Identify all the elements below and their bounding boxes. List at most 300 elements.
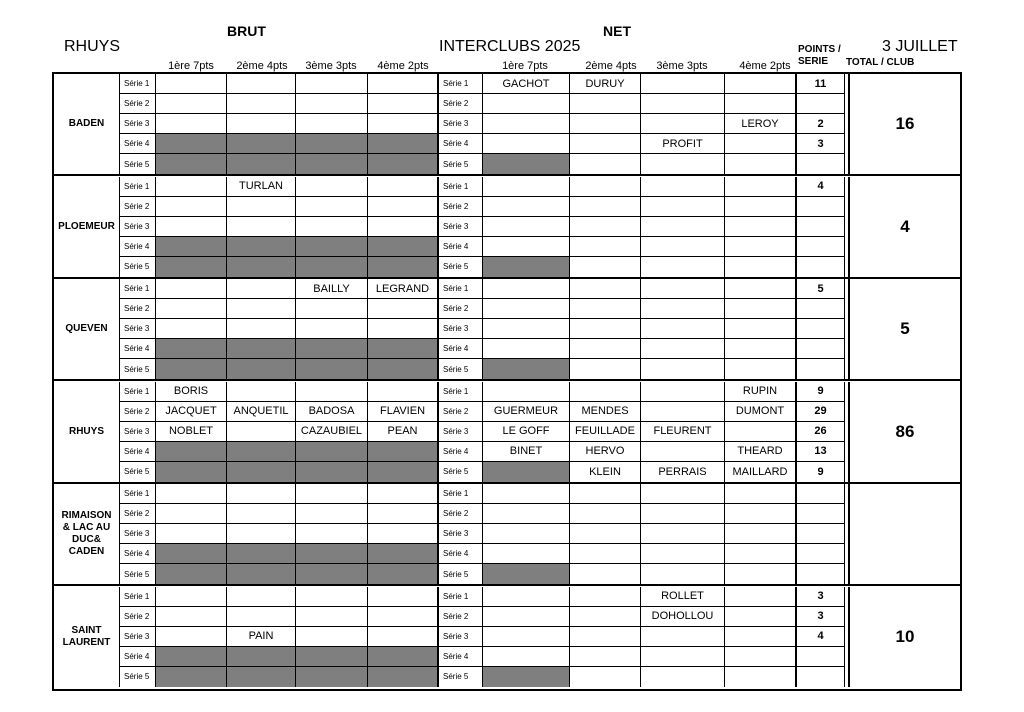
brut-col-header-4: 4ème 2pts	[377, 60, 429, 72]
serie-label: Série 3	[439, 422, 483, 442]
club-total[interactable]: 16	[848, 74, 960, 174]
net-cell[interactable]	[483, 544, 570, 564]
brut-cell[interactable]	[227, 382, 296, 402]
net-cell[interactable]: PERRAIS	[641, 462, 725, 482]
serie-points[interactable]	[797, 647, 845, 667]
net-cell[interactable]	[483, 154, 570, 174]
net-cell[interactable]	[483, 647, 570, 667]
serie-label: Série 1	[439, 484, 483, 504]
serie-points[interactable]: 3	[797, 607, 845, 627]
brut-cell[interactable]	[368, 524, 439, 544]
net-cell[interactable]	[570, 257, 641, 277]
serie-points[interactable]	[797, 339, 845, 359]
brut-cell[interactable]	[227, 319, 296, 339]
brut-cell[interactable]	[227, 544, 296, 564]
net-cell[interactable]	[570, 197, 641, 217]
net-cell[interactable]	[483, 217, 570, 237]
net-cell[interactable]: FLEURENT	[641, 422, 725, 442]
net-cell[interactable]	[570, 484, 641, 504]
brut-cell[interactable]	[227, 359, 296, 379]
net-cell[interactable]	[725, 257, 797, 277]
brut-cell[interactable]	[227, 197, 296, 217]
brut-cell[interactable]	[156, 607, 227, 627]
brut-cell[interactable]	[227, 667, 296, 687]
net-cell[interactable]	[570, 339, 641, 359]
brut-cell[interactable]: LEGRAND	[368, 279, 439, 299]
net-cell[interactable]	[725, 134, 797, 154]
brut-cell[interactable]	[296, 257, 368, 277]
net-cell[interactable]	[641, 299, 725, 319]
serie-points[interactable]: 3	[797, 587, 845, 607]
net-cell[interactable]	[725, 564, 797, 584]
brut-cell[interactable]	[227, 237, 296, 257]
net-cell[interactable]	[570, 319, 641, 339]
net-cell[interactable]	[641, 667, 725, 687]
net-cell[interactable]	[641, 544, 725, 564]
brut-cell[interactable]	[296, 114, 368, 134]
net-cell[interactable]	[725, 94, 797, 114]
club-block	[54, 484, 960, 586]
brut-cell[interactable]	[368, 154, 439, 174]
net-cell[interactable]: BINET	[483, 442, 570, 462]
points-per-serie-label: POINTS / SERIE	[798, 44, 841, 67]
brut-cell[interactable]	[296, 544, 368, 564]
net-cell[interactable]	[641, 237, 725, 257]
brut-cell[interactable]	[296, 462, 368, 482]
brut-cell[interactable]	[156, 504, 227, 524]
brut-cell[interactable]: ANQUETIL	[227, 402, 296, 422]
net-cell[interactable]	[570, 134, 641, 154]
serie-points[interactable]	[797, 299, 845, 319]
event-date: 3 JUILLET	[882, 38, 958, 55]
net-cell[interactable]	[570, 564, 641, 584]
net-cell[interactable]	[725, 647, 797, 667]
brut-cell[interactable]	[368, 177, 439, 197]
serie-label: Série 1	[120, 484, 156, 504]
club-total[interactable]: 10	[848, 587, 960, 687]
serie-points[interactable]: 4	[797, 627, 845, 647]
brut-cell[interactable]	[156, 217, 227, 237]
brut-cell[interactable]	[156, 442, 227, 462]
brut-cell[interactable]	[156, 647, 227, 667]
serie-label: Série 2	[120, 504, 156, 524]
serie-points[interactable]: 4	[797, 177, 845, 197]
serie-points[interactable]	[797, 94, 845, 114]
net-cell[interactable]: DURUY	[570, 74, 641, 94]
net-cell[interactable]	[483, 627, 570, 647]
brut-cell[interactable]: BORIS	[156, 382, 227, 402]
serie-row	[120, 504, 960, 524]
net-cell[interactable]: HERVO	[570, 442, 641, 462]
brut-cell[interactable]	[296, 667, 368, 687]
brut-cell[interactable]	[156, 134, 227, 154]
brut-cell[interactable]	[156, 587, 227, 607]
net-cell[interactable]: KLEIN	[570, 462, 641, 482]
net-cell[interactable]	[483, 114, 570, 134]
brut-cell[interactable]	[368, 257, 439, 277]
net-cell[interactable]	[570, 504, 641, 524]
brut-cell[interactable]	[368, 339, 439, 359]
brut-cell[interactable]	[227, 257, 296, 277]
brut-cell[interactable]	[227, 134, 296, 154]
serie-label: Série 2	[439, 607, 483, 627]
serie-points[interactable]	[797, 217, 845, 237]
brut-cell[interactable]	[227, 647, 296, 667]
event-title: INTERCLUBS 2025	[439, 38, 581, 55]
net-cell[interactable]: RUPIN	[725, 382, 797, 402]
brut-cell[interactable]	[156, 524, 227, 544]
net-cell[interactable]	[725, 279, 797, 299]
brut-cell[interactable]	[368, 299, 439, 319]
brut-cell[interactable]	[156, 667, 227, 687]
brut-cell[interactable]	[296, 177, 368, 197]
serie-points[interactable]: 13	[797, 442, 845, 462]
serie-points[interactable]	[797, 564, 845, 584]
net-cell[interactable]	[570, 627, 641, 647]
net-cell[interactable]	[725, 217, 797, 237]
brut-cell[interactable]	[368, 94, 439, 114]
net-cell[interactable]	[483, 484, 570, 504]
brut-cell[interactable]	[156, 299, 227, 319]
serie-points[interactable]	[797, 319, 845, 339]
net-cell[interactable]	[483, 299, 570, 319]
net-cell[interactable]	[641, 402, 725, 422]
net-cell[interactable]: MAILLARD	[725, 462, 797, 482]
brut-cell[interactable]	[368, 484, 439, 504]
brut-cell[interactable]: NOBLET	[156, 422, 227, 442]
brut-cell[interactable]	[296, 237, 368, 257]
net-cell[interactable]	[570, 279, 641, 299]
net-cell[interactable]	[570, 607, 641, 627]
net-cell[interactable]	[641, 647, 725, 667]
serie-points[interactable]	[797, 197, 845, 217]
serie-label: Série 4	[120, 647, 156, 667]
net-cell[interactable]: ROLLET	[641, 587, 725, 607]
net-cell[interactable]	[725, 359, 797, 379]
net-cell[interactable]	[483, 382, 570, 402]
net-cell[interactable]	[641, 94, 725, 114]
brut-cell[interactable]	[296, 134, 368, 154]
net-cell[interactable]	[483, 197, 570, 217]
brut-cell[interactable]	[296, 299, 368, 319]
serie-points[interactable]	[797, 154, 845, 174]
brut-cell[interactable]	[296, 359, 368, 379]
net-cell[interactable]	[641, 382, 725, 402]
net-cell[interactable]	[641, 154, 725, 174]
brut-cell[interactable]	[368, 197, 439, 217]
brut-cell[interactable]	[368, 627, 439, 647]
brut-cell[interactable]	[156, 154, 227, 174]
brut-cell[interactable]	[227, 524, 296, 544]
net-cell[interactable]	[641, 524, 725, 544]
brut-cell[interactable]	[296, 564, 368, 584]
net-cell[interactable]	[725, 299, 797, 319]
net-cell[interactable]	[725, 74, 797, 94]
net-cell[interactable]	[641, 319, 725, 339]
net-cell[interactable]	[641, 627, 725, 647]
brut-cell[interactable]	[156, 257, 227, 277]
brut-cell[interactable]	[296, 197, 368, 217]
net-cell[interactable]	[570, 667, 641, 687]
brut-cell[interactable]	[156, 177, 227, 197]
serie-points[interactable]	[797, 359, 845, 379]
brut-cell[interactable]	[296, 154, 368, 174]
net-cell[interactable]	[641, 279, 725, 299]
brut-cell[interactable]	[368, 667, 439, 687]
net-cell[interactable]	[570, 94, 641, 114]
brut-cell[interactable]: BAILLY	[296, 279, 368, 299]
net-cell[interactable]	[570, 237, 641, 257]
brut-cell[interactable]	[156, 564, 227, 584]
net-cell[interactable]	[725, 339, 797, 359]
brut-cell[interactable]	[296, 504, 368, 524]
serie-points[interactable]: 2	[797, 114, 845, 134]
brut-cell[interactable]	[227, 504, 296, 524]
brut-cell[interactable]	[368, 74, 439, 94]
net-cell[interactable]	[483, 587, 570, 607]
net-cell[interactable]	[483, 257, 570, 277]
net-cell[interactable]	[483, 237, 570, 257]
serie-points[interactable]: 29	[797, 402, 845, 422]
brut-cell[interactable]	[368, 544, 439, 564]
net-cell[interactable]	[725, 197, 797, 217]
net-cell[interactable]	[483, 319, 570, 339]
club-total[interactable]: 86	[848, 382, 960, 482]
net-cell[interactable]: DOHOLLOU	[641, 607, 725, 627]
net-cell[interactable]	[483, 177, 570, 197]
net-cell[interactable]	[641, 114, 725, 134]
net-cell[interactable]	[570, 587, 641, 607]
net-cell[interactable]	[483, 667, 570, 687]
brut-cell[interactable]	[368, 442, 439, 462]
brut-cell[interactable]	[156, 94, 227, 114]
net-cell[interactable]	[725, 237, 797, 257]
brut-cell[interactable]	[156, 544, 227, 564]
net-cell[interactable]	[725, 587, 797, 607]
net-cell[interactable]	[570, 217, 641, 237]
brut-cell[interactable]: PAIN	[227, 627, 296, 647]
net-cell[interactable]: THEARD	[725, 442, 797, 462]
net-cell[interactable]	[570, 177, 641, 197]
brut-cell[interactable]: TURLAN	[227, 177, 296, 197]
net-cell[interactable]	[641, 339, 725, 359]
serie-points[interactable]: 5	[797, 279, 845, 299]
brut-cell[interactable]	[156, 627, 227, 647]
net-cell[interactable]: DUMONT	[725, 402, 797, 422]
net-cell[interactable]	[725, 524, 797, 544]
brut-cell[interactable]: FLAVIEN	[368, 402, 439, 422]
brut-cell[interactable]	[156, 114, 227, 134]
serie-points[interactable]	[797, 544, 845, 564]
brut-cell[interactable]	[227, 74, 296, 94]
net-cell[interactable]	[483, 279, 570, 299]
brut-cell[interactable]: PEAN	[368, 422, 439, 442]
brut-cell[interactable]	[156, 462, 227, 482]
brut-cell[interactable]	[227, 462, 296, 482]
net-cell[interactable]	[483, 607, 570, 627]
serie-label: Série 4	[439, 339, 483, 359]
serie-points[interactable]	[797, 667, 845, 687]
brut-cell[interactable]	[296, 217, 368, 237]
brut-cell[interactable]	[227, 422, 296, 442]
brut-cell[interactable]	[368, 114, 439, 134]
net-cell[interactable]	[725, 544, 797, 564]
serie-points[interactable]	[797, 504, 845, 524]
club-total[interactable]: 5	[848, 279, 960, 379]
brut-cell[interactable]	[296, 484, 368, 504]
brut-cell[interactable]	[296, 587, 368, 607]
brut-cell[interactable]	[296, 442, 368, 462]
club-total[interactable]	[848, 484, 960, 584]
net-cell[interactable]	[641, 359, 725, 379]
serie-label: Série 2	[120, 299, 156, 319]
net-cell[interactable]	[641, 504, 725, 524]
serie-points[interactable]: 9	[797, 382, 845, 402]
net-cell[interactable]	[483, 564, 570, 584]
serie-row	[120, 217, 960, 237]
net-cell[interactable]	[641, 484, 725, 504]
serie-points[interactable]: 3	[797, 134, 845, 154]
brut-cell[interactable]	[296, 524, 368, 544]
net-cell[interactable]	[725, 177, 797, 197]
brut-cell[interactable]	[227, 339, 296, 359]
net-cell[interactable]: PROFIT	[641, 134, 725, 154]
brut-cell[interactable]	[296, 74, 368, 94]
serie-points[interactable]	[797, 257, 845, 277]
serie-label: Série 3	[120, 114, 156, 134]
net-cell[interactable]	[725, 504, 797, 524]
net-cell[interactable]	[725, 319, 797, 339]
net-cell[interactable]	[641, 217, 725, 237]
net-cell[interactable]	[570, 544, 641, 564]
net-cell[interactable]	[725, 607, 797, 627]
brut-cell[interactable]	[156, 279, 227, 299]
net-cell[interactable]	[641, 177, 725, 197]
net-cell[interactable]	[483, 462, 570, 482]
net-cell[interactable]	[570, 647, 641, 667]
brut-cell[interactable]	[227, 564, 296, 584]
net-cell[interactable]	[483, 359, 570, 379]
brut-cell[interactable]: BADOSA	[296, 402, 368, 422]
brut-cell[interactable]	[368, 134, 439, 154]
serie-label: Série 4	[120, 134, 156, 154]
serie-label: Série 4	[120, 442, 156, 462]
brut-cell[interactable]	[368, 382, 439, 402]
brut-cell[interactable]	[368, 359, 439, 379]
brut-cell[interactable]	[296, 94, 368, 114]
brut-cell[interactable]: CAZAUBIEL	[296, 422, 368, 442]
brut-cell[interactable]	[227, 94, 296, 114]
net-cell[interactable]	[570, 299, 641, 319]
net-cell[interactable]	[483, 504, 570, 524]
net-cell[interactable]	[725, 667, 797, 687]
brut-cell[interactable]	[227, 587, 296, 607]
brut-cell[interactable]	[227, 114, 296, 134]
brut-cell[interactable]: JACQUET	[156, 402, 227, 422]
net-cell[interactable]: LE GOFF	[483, 422, 570, 442]
serie-points[interactable]: 11	[797, 74, 845, 94]
brut-cell[interactable]	[227, 607, 296, 627]
brut-cell[interactable]	[368, 607, 439, 627]
net-cell[interactable]	[641, 74, 725, 94]
brut-cell[interactable]	[156, 237, 227, 257]
brut-cell[interactable]	[156, 319, 227, 339]
brut-cell[interactable]	[296, 382, 368, 402]
net-cell[interactable]: GACHOT	[483, 74, 570, 94]
brut-cell[interactable]	[156, 484, 227, 504]
net-cell[interactable]	[641, 564, 725, 584]
brut-cell[interactable]	[368, 237, 439, 257]
brut-cell[interactable]	[227, 484, 296, 504]
brut-cell[interactable]	[227, 154, 296, 174]
serie-points[interactable]: 26	[797, 422, 845, 442]
brut-cell[interactable]	[368, 504, 439, 524]
serie-label: Série 4	[120, 237, 156, 257]
net-cell[interactable]	[641, 257, 725, 277]
net-cell[interactable]: MENDES	[570, 402, 641, 422]
net-cell[interactable]	[570, 114, 641, 134]
brut-cell[interactable]	[368, 564, 439, 584]
brut-cell[interactable]	[368, 217, 439, 237]
brut-cell[interactable]	[296, 607, 368, 627]
brut-cell[interactable]	[156, 359, 227, 379]
club-block	[54, 587, 960, 689]
brut-cell[interactable]	[368, 462, 439, 482]
brut-cell[interactable]	[227, 217, 296, 237]
brut-cell[interactable]	[296, 627, 368, 647]
brut-cell[interactable]	[296, 319, 368, 339]
net-cell[interactable]	[641, 197, 725, 217]
net-cell[interactable]	[570, 359, 641, 379]
net-cell[interactable]	[483, 524, 570, 544]
brut-cell[interactable]	[368, 647, 439, 667]
net-cell[interactable]	[483, 134, 570, 154]
net-cell[interactable]	[483, 339, 570, 359]
serie-points[interactable]	[797, 524, 845, 544]
net-cell[interactable]	[725, 422, 797, 442]
brut-cell[interactable]	[156, 339, 227, 359]
brut-cell[interactable]	[227, 279, 296, 299]
serie-points[interactable]: 9	[797, 462, 845, 482]
brut-heading: BRUT	[227, 23, 266, 39]
brut-cell[interactable]	[296, 647, 368, 667]
serie-points[interactable]	[797, 484, 845, 504]
brut-cell[interactable]	[156, 74, 227, 94]
brut-cell[interactable]	[368, 319, 439, 339]
club-total[interactable]: 4	[848, 177, 960, 277]
brut-cell[interactable]	[227, 299, 296, 319]
net-cell[interactable]	[570, 154, 641, 174]
net-cell[interactable]	[570, 524, 641, 544]
net-cell[interactable]: LEROY	[725, 114, 797, 134]
net-cell[interactable]	[725, 627, 797, 647]
brut-cell[interactable]	[156, 197, 227, 217]
net-cell[interactable]	[725, 154, 797, 174]
serie-label: Série 1	[120, 177, 156, 197]
net-cell[interactable]: GUERMEUR	[483, 402, 570, 422]
serie-label: Série 3	[439, 217, 483, 237]
net-cell[interactable]	[570, 382, 641, 402]
serie-points[interactable]	[797, 237, 845, 257]
brut-cell[interactable]	[227, 442, 296, 462]
net-cell[interactable]	[641, 442, 725, 462]
net-cell[interactable]: FEUILLADE	[570, 422, 641, 442]
brut-cell[interactable]	[368, 587, 439, 607]
net-cell[interactable]	[483, 94, 570, 114]
serie-row	[120, 299, 960, 319]
net-cell[interactable]	[725, 484, 797, 504]
brut-cell[interactable]	[296, 339, 368, 359]
